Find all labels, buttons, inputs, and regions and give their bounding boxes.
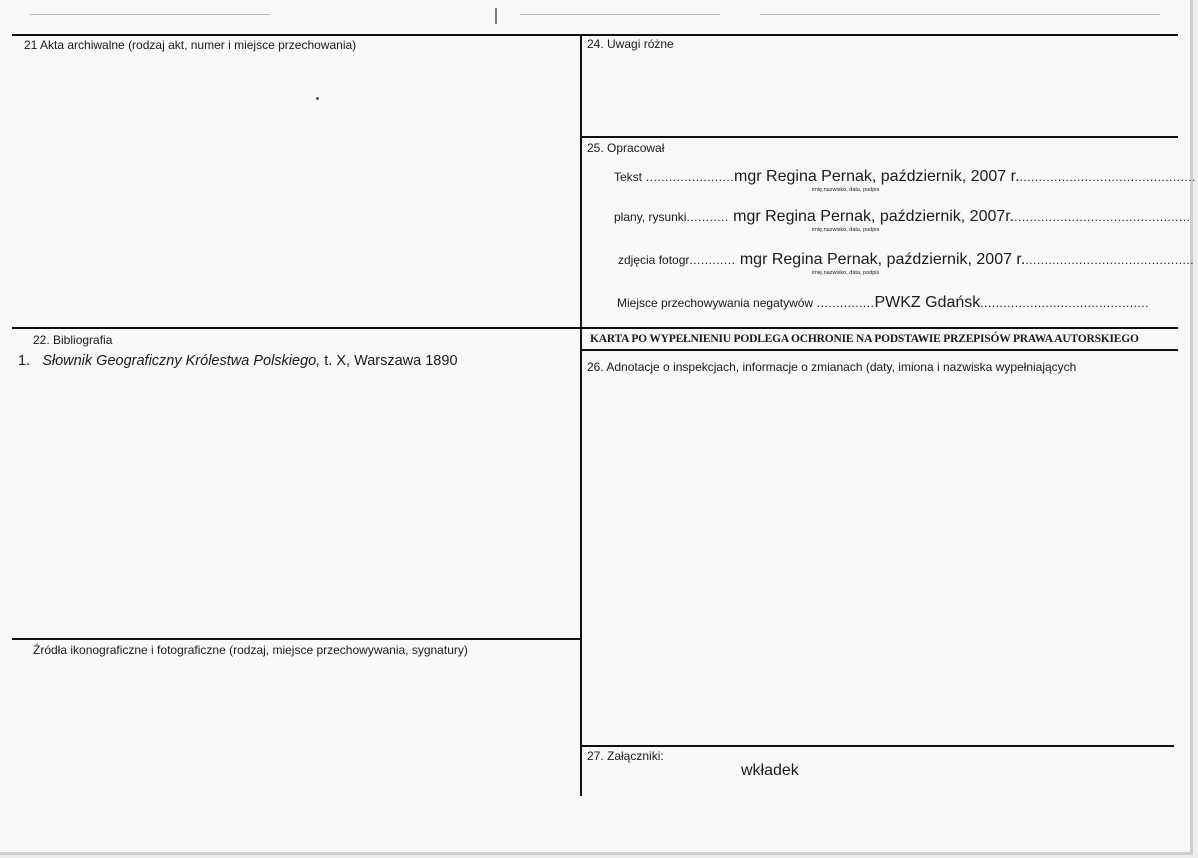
author-row-value: mgr Regina Pernak, październik, 2007 r. — [735, 251, 1026, 268]
rule-26 — [582, 349, 1178, 351]
section-21-label: 21 Akta archiwalne (rodzaj akt, numer i miejsce przechowania) — [24, 38, 357, 52]
leader-dots: ............................................ — [1025, 253, 1195, 267]
negatives-label: Miejsce przechowywania negatywów — [617, 296, 814, 310]
field-hint: imię,nazwisko, data, podpis — [812, 187, 880, 193]
section-25-label: 25. Opracował — [587, 141, 665, 155]
leader-dots: .............................................. — [1019, 170, 1196, 184]
leader-dots: ............................................ — [980, 296, 1149, 310]
author-row-label: Tekst — [614, 170, 643, 184]
negatives-value: PWKZ Gdańsk — [874, 294, 981, 311]
top-rule — [12, 34, 1178, 36]
scan-speck — [316, 97, 319, 100]
attachments-value: wkładek — [741, 762, 799, 779]
bibliography-number: 1. — [18, 353, 31, 369]
copyright-notice: KARTA PO WYPEŁNIENIU PODLEGA OCHRONIE NA PODSTAWIE PRZEPISÓW PRAWA AUTORSKIEGO — [590, 333, 1139, 345]
rule-23 — [12, 638, 582, 640]
leader-dots: ............... — [813, 296, 875, 310]
field-hint: imię,nazwisko, data, podpis — [812, 227, 880, 233]
author-row-label: zdjęcia fotogr — [618, 253, 690, 267]
rule-notice — [582, 327, 1178, 329]
section-22-label: 22. Bibliografia — [33, 333, 113, 347]
scan-artifact — [520, 14, 720, 15]
scan-artifact — [760, 14, 1160, 15]
author-row-value: mgr Regina Pernak, październik, 2007r. — [728, 208, 1015, 225]
rule-25 — [582, 136, 1178, 138]
author-row-photos — [618, 251, 1194, 269]
section-24-label: 24. Uwagi różne — [587, 37, 674, 51]
section-23-label: Źródła ikonograficzne i fotograficzne (rodzaj, miejsce przechowywania, sygnatury) — [33, 643, 468, 657]
author-row-label: plany, rysunki — [614, 210, 687, 224]
bibliography-title: Słownik Geograficzny Królestwa Polskiego, — [42, 353, 321, 369]
leader-dots: ............ — [689, 253, 736, 267]
rule-22 — [12, 327, 582, 329]
rule-27 — [582, 745, 1174, 747]
leader-dots: ........... — [686, 210, 729, 224]
author-row-plans — [614, 208, 1191, 226]
bibliography-details: t. X, Warszawa 1890 — [320, 353, 458, 369]
field-hint: imię,nazwisko, data, podpis — [812, 270, 880, 276]
bibliography-item — [18, 353, 458, 369]
scan-artifact — [495, 8, 497, 24]
scan-artifact — [30, 14, 270, 15]
section-26-label: 26. Adnotacje o inspekcjach, informacje o zmianach (daty, imiona i nazwiska wypełniających — [587, 360, 1077, 374]
leader-dots: .............................................. — [1014, 210, 1191, 224]
author-row-text — [614, 168, 1196, 186]
negatives-row — [617, 294, 1149, 312]
section-27-label: 27. Załączniki: — [587, 749, 664, 763]
author-row-value: mgr Regina Pernak, październik, 2007 r. — [734, 168, 1020, 185]
leader-dots: ....................... — [642, 170, 735, 184]
column-divider — [580, 34, 582, 796]
